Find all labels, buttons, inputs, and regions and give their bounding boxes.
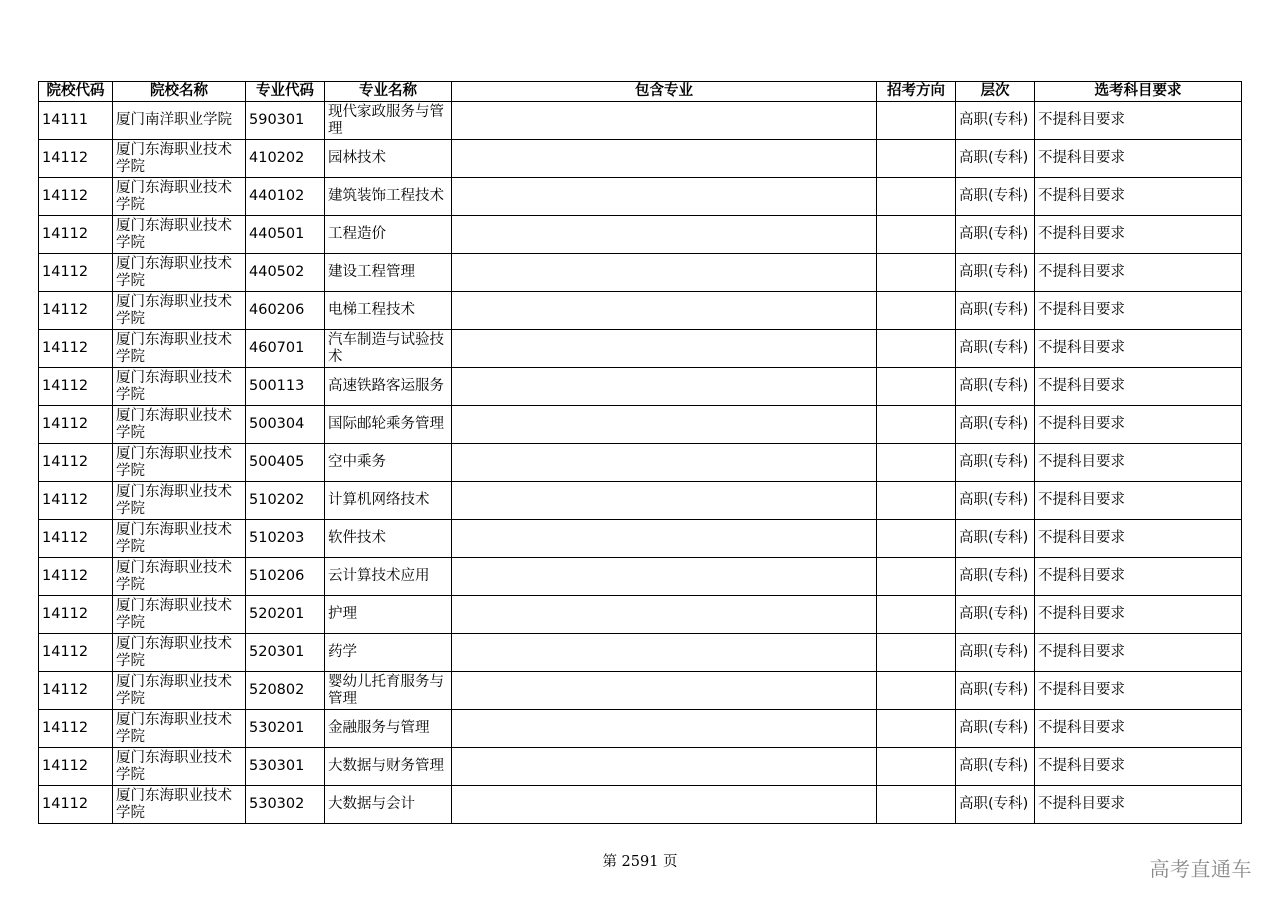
major-code-cell: 520301 [246, 634, 325, 672]
level-cell: 高职(专科) [956, 786, 1035, 824]
subject-requirement-cell: 不提科目要求 [1035, 748, 1242, 786]
major-name-cell: 建筑装饰工程技术 [325, 178, 452, 216]
major-name-cell: 现代家政服务与管理 [325, 102, 452, 140]
table-row [39, 102, 1242, 140]
table-row [39, 672, 1242, 710]
direction-cell [877, 368, 956, 406]
table-row [39, 786, 1242, 824]
direction-cell [877, 786, 956, 824]
school-code-cell: 14112 [39, 292, 113, 330]
header-subject-requirement: 选考科目要求 [1035, 82, 1242, 102]
table-body [39, 102, 1242, 824]
school-name-cell: 厦门东海职业技术学院 [113, 558, 246, 596]
direction-cell [877, 520, 956, 558]
major-name-cell: 药学 [325, 634, 452, 672]
school-name-cell: 厦门东海职业技术学院 [113, 292, 246, 330]
school-code-cell: 14112 [39, 216, 113, 254]
table-row [39, 748, 1242, 786]
admission-table [38, 81, 1242, 824]
header-level: 层次 [956, 82, 1035, 102]
major-name-cell: 计算机网络技术 [325, 482, 452, 520]
level-cell: 高职(专科) [956, 292, 1035, 330]
school-name-cell: 厦门东海职业技术学院 [113, 330, 246, 368]
level-cell: 高职(专科) [956, 102, 1035, 140]
school-name-cell: 厦门东海职业技术学院 [113, 406, 246, 444]
included-majors-cell [452, 178, 877, 216]
table-header-row [39, 82, 1242, 102]
direction-cell [877, 634, 956, 672]
subject-requirement-cell: 不提科目要求 [1035, 406, 1242, 444]
header-school-code: 院校代码 [39, 82, 113, 102]
table-row [39, 140, 1242, 178]
school-name-cell: 厦门东海职业技术学院 [113, 178, 246, 216]
level-cell: 高职(专科) [956, 672, 1035, 710]
subject-requirement-cell: 不提科目要求 [1035, 368, 1242, 406]
page-number: 第 2591 页 [602, 854, 678, 870]
level-cell: 高职(专科) [956, 710, 1035, 748]
header-major-name: 专业名称 [325, 82, 452, 102]
table-row [39, 254, 1242, 292]
included-majors-cell [452, 368, 877, 406]
major-name-cell: 国际邮轮乘务管理 [325, 406, 452, 444]
major-name-cell: 工程造价 [325, 216, 452, 254]
school-code-cell: 14112 [39, 634, 113, 672]
major-name-cell: 电梯工程技术 [325, 292, 452, 330]
major-name-cell: 云计算技术应用 [325, 558, 452, 596]
table-row [39, 368, 1242, 406]
school-code-cell: 14112 [39, 710, 113, 748]
subject-requirement-cell: 不提科目要求 [1035, 672, 1242, 710]
major-code-cell: 590301 [246, 102, 325, 140]
major-code-cell: 530201 [246, 710, 325, 748]
subject-requirement-cell: 不提科目要求 [1035, 216, 1242, 254]
direction-cell [877, 748, 956, 786]
school-name-cell: 厦门东海职业技术学院 [113, 748, 246, 786]
school-code-cell: 14112 [39, 444, 113, 482]
header-major-code: 专业代码 [246, 82, 325, 102]
school-name-cell: 厦门东海职业技术学院 [113, 710, 246, 748]
major-code-cell: 440501 [246, 216, 325, 254]
major-code-cell: 460206 [246, 292, 325, 330]
level-cell: 高职(专科) [956, 330, 1035, 368]
school-name-cell: 厦门东海职业技术学院 [113, 254, 246, 292]
direction-cell [877, 292, 956, 330]
school-name-cell: 厦门东海职业技术学院 [113, 444, 246, 482]
subject-requirement-cell: 不提科目要求 [1035, 710, 1242, 748]
included-majors-cell [452, 558, 877, 596]
school-name-cell: 厦门东海职业技术学院 [113, 672, 246, 710]
school-name-cell: 厦门东海职业技术学院 [113, 368, 246, 406]
school-name-cell: 厦门东海职业技术学院 [113, 786, 246, 824]
subject-requirement-cell: 不提科目要求 [1035, 140, 1242, 178]
header-school-name: 院校名称 [113, 82, 246, 102]
watermark-logo-text: 高考直通车 [1149, 857, 1252, 881]
major-name-cell: 建设工程管理 [325, 254, 452, 292]
subject-requirement-cell: 不提科目要求 [1035, 558, 1242, 596]
included-majors-cell [452, 102, 877, 140]
major-code-cell: 410202 [246, 140, 325, 178]
school-code-cell: 14112 [39, 558, 113, 596]
major-code-cell: 510206 [246, 558, 325, 596]
major-code-cell: 520201 [246, 596, 325, 634]
table-row [39, 444, 1242, 482]
table-row [39, 520, 1242, 558]
subject-requirement-cell: 不提科目要求 [1035, 634, 1242, 672]
direction-cell [877, 710, 956, 748]
school-code-cell: 14112 [39, 368, 113, 406]
table-row [39, 406, 1242, 444]
major-name-cell: 金融服务与管理 [325, 710, 452, 748]
major-name-cell: 高速铁路客运服务 [325, 368, 452, 406]
school-name-cell: 厦门南洋职业学院 [113, 102, 246, 140]
direction-cell [877, 482, 956, 520]
major-code-cell: 440502 [246, 254, 325, 292]
school-code-cell: 14112 [39, 254, 113, 292]
header-included-majors: 包含专业 [452, 82, 877, 102]
included-majors-cell [452, 672, 877, 710]
included-majors-cell [452, 634, 877, 672]
level-cell: 高职(专科) [956, 406, 1035, 444]
school-code-cell: 14112 [39, 140, 113, 178]
school-code-cell: 14112 [39, 596, 113, 634]
level-cell: 高职(专科) [956, 634, 1035, 672]
direction-cell [877, 216, 956, 254]
subject-requirement-cell: 不提科目要求 [1035, 330, 1242, 368]
major-code-cell: 530302 [246, 786, 325, 824]
major-name-cell: 大数据与会计 [325, 786, 452, 824]
subject-requirement-cell: 不提科目要求 [1035, 178, 1242, 216]
school-name-cell: 厦门东海职业技术学院 [113, 140, 246, 178]
table-row [39, 292, 1242, 330]
major-code-cell: 460701 [246, 330, 325, 368]
school-code-cell: 14112 [39, 406, 113, 444]
direction-cell [877, 330, 956, 368]
direction-cell [877, 140, 956, 178]
subject-requirement-cell: 不提科目要求 [1035, 520, 1242, 558]
level-cell: 高职(专科) [956, 596, 1035, 634]
level-cell: 高职(专科) [956, 558, 1035, 596]
major-code-cell: 510203 [246, 520, 325, 558]
included-majors-cell [452, 216, 877, 254]
level-cell: 高职(专科) [956, 140, 1035, 178]
included-majors-cell [452, 710, 877, 748]
table-row [39, 558, 1242, 596]
included-majors-cell [452, 482, 877, 520]
major-name-cell: 空中乘务 [325, 444, 452, 482]
table-row [39, 216, 1242, 254]
header-direction: 招考方向 [877, 82, 956, 102]
subject-requirement-cell: 不提科目要求 [1035, 254, 1242, 292]
direction-cell [877, 672, 956, 710]
school-name-cell: 厦门东海职业技术学院 [113, 520, 246, 558]
major-code-cell: 500304 [246, 406, 325, 444]
table-row [39, 178, 1242, 216]
level-cell: 高职(专科) [956, 444, 1035, 482]
school-code-cell: 14112 [39, 178, 113, 216]
major-name-cell: 汽车制造与试验技术 [325, 330, 452, 368]
direction-cell [877, 596, 956, 634]
level-cell: 高职(专科) [956, 748, 1035, 786]
school-code-cell: 14112 [39, 330, 113, 368]
major-name-cell: 婴幼儿托育服务与管理 [325, 672, 452, 710]
major-code-cell: 520802 [246, 672, 325, 710]
included-majors-cell [452, 254, 877, 292]
level-cell: 高职(专科) [956, 368, 1035, 406]
subject-requirement-cell: 不提科目要求 [1035, 102, 1242, 140]
school-name-cell: 厦门东海职业技术学院 [113, 482, 246, 520]
included-majors-cell [452, 786, 877, 824]
subject-requirement-cell: 不提科目要求 [1035, 444, 1242, 482]
included-majors-cell [452, 406, 877, 444]
level-cell: 高职(专科) [956, 178, 1035, 216]
table-row [39, 330, 1242, 368]
school-code-cell: 14111 [39, 102, 113, 140]
direction-cell [877, 254, 956, 292]
direction-cell [877, 102, 956, 140]
subject-requirement-cell: 不提科目要求 [1035, 786, 1242, 824]
table-row [39, 634, 1242, 672]
school-name-cell: 厦门东海职业技术学院 [113, 634, 246, 672]
major-name-cell: 大数据与财务管理 [325, 748, 452, 786]
school-name-cell: 厦门东海职业技术学院 [113, 216, 246, 254]
major-code-cell: 500113 [246, 368, 325, 406]
included-majors-cell [452, 292, 877, 330]
included-majors-cell [452, 140, 877, 178]
major-code-cell: 510202 [246, 482, 325, 520]
direction-cell [877, 406, 956, 444]
table-row [39, 710, 1242, 748]
table-row [39, 482, 1242, 520]
school-code-cell: 14112 [39, 672, 113, 710]
direction-cell [877, 558, 956, 596]
included-majors-cell [452, 330, 877, 368]
included-majors-cell [452, 748, 877, 786]
subject-requirement-cell: 不提科目要求 [1035, 482, 1242, 520]
direction-cell [877, 178, 956, 216]
level-cell: 高职(专科) [956, 254, 1035, 292]
direction-cell [877, 444, 956, 482]
major-code-cell: 440102 [246, 178, 325, 216]
school-code-cell: 14112 [39, 786, 113, 824]
major-code-cell: 500405 [246, 444, 325, 482]
level-cell: 高职(专科) [956, 520, 1035, 558]
level-cell: 高职(专科) [956, 482, 1035, 520]
level-cell: 高职(专科) [956, 216, 1035, 254]
major-name-cell: 软件技术 [325, 520, 452, 558]
school-code-cell: 14112 [39, 748, 113, 786]
major-name-cell: 园林技术 [325, 140, 452, 178]
subject-requirement-cell: 不提科目要求 [1035, 596, 1242, 634]
school-code-cell: 14112 [39, 520, 113, 558]
subject-requirement-cell: 不提科目要求 [1035, 292, 1242, 330]
included-majors-cell [452, 444, 877, 482]
school-name-cell: 厦门东海职业技术学院 [113, 596, 246, 634]
major-name-cell: 护理 [325, 596, 452, 634]
major-code-cell: 530301 [246, 748, 325, 786]
school-code-cell: 14112 [39, 482, 113, 520]
included-majors-cell [452, 596, 877, 634]
included-majors-cell [452, 520, 877, 558]
table-row [39, 596, 1242, 634]
